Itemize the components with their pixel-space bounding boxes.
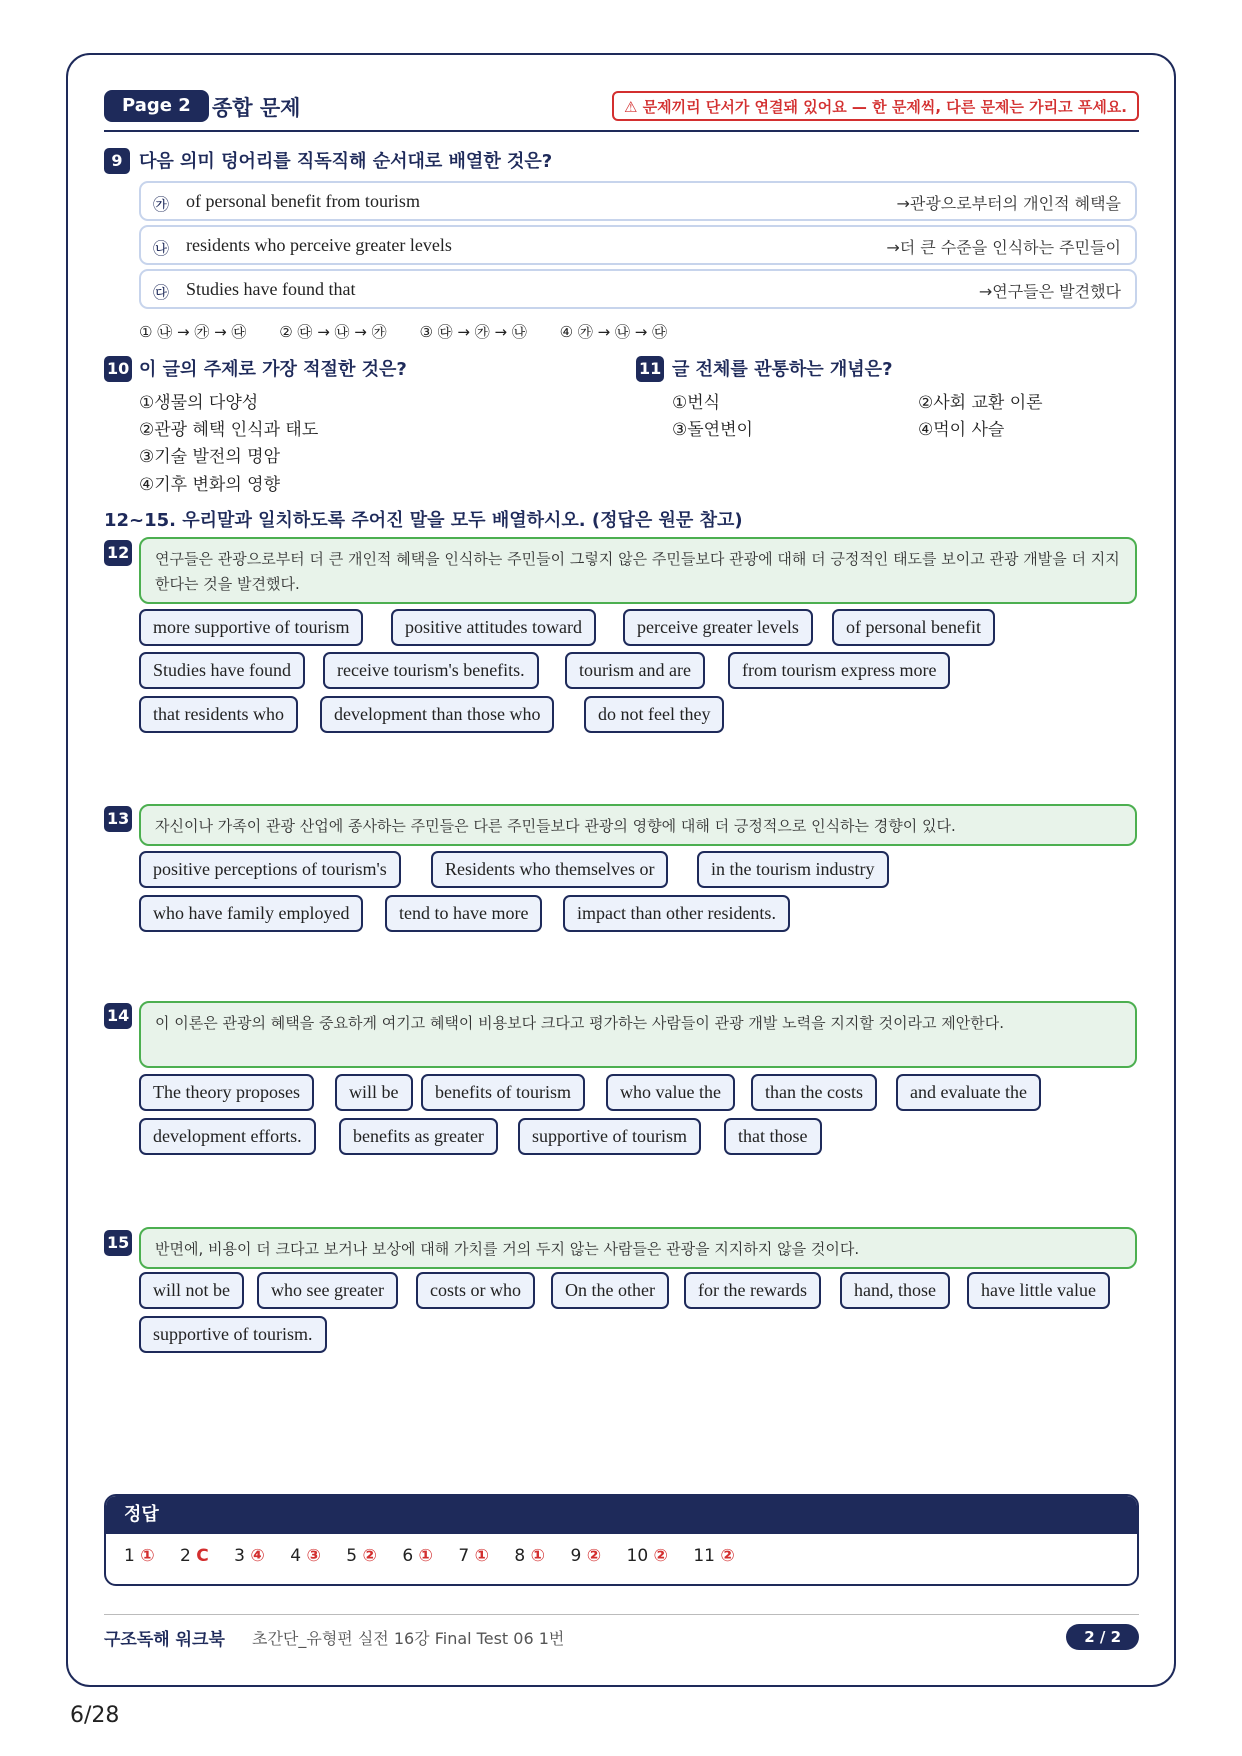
word-tile[interactable]: On the other	[551, 1272, 669, 1309]
chunk-english: Studies have found that	[186, 279, 356, 299]
word-tile[interactable]: for the rewards	[684, 1272, 821, 1309]
answer-item: 11 ②	[693, 1546, 735, 1566]
option-2[interactable]: ②관광 혜택 인식과 태도	[139, 420, 319, 440]
word-tile[interactable]: supportive of tourism	[518, 1118, 701, 1155]
chunk-row	[139, 181, 1137, 221]
word-tile[interactable]: perceive greater levels	[623, 609, 813, 646]
option-3[interactable]: ③기술 발전의 명암	[139, 447, 281, 467]
chunk-korean: →더 큰 수준을 인식하는 주민들이	[886, 238, 1121, 257]
word-tile[interactable]: will be	[335, 1074, 413, 1111]
word-tile[interactable]: positive perceptions of tourism's	[139, 851, 401, 888]
chunk-marker: ㉰	[153, 283, 170, 302]
option-4[interactable]: ④ ㉮ → ㉯ → ㉰	[559, 323, 668, 341]
question-number-15: 15	[104, 1230, 132, 1256]
word-tile[interactable]: have little value	[967, 1272, 1110, 1309]
page-header	[104, 90, 1139, 132]
chunk-korean: →연구들은 발견했다	[978, 282, 1121, 301]
section-title: 12~15. 우리말과 일치하도록 주어진 말을 모두 배열하시오. (정답은 원문 참고)	[104, 510, 743, 531]
word-tile[interactable]: Residents who themselves or	[431, 851, 668, 888]
option-3[interactable]: ③돌연변이	[672, 420, 753, 440]
answer-item: 6 ①	[402, 1546, 433, 1566]
word-tile[interactable]: in the tourism industry	[697, 851, 889, 888]
question-number-12: 12	[104, 540, 132, 566]
question-title-11: 글 전체를 관통하는 개념은?	[672, 359, 893, 380]
footer-page-number: 2 / 2	[1066, 1624, 1139, 1650]
word-tile[interactable]: impact than other residents.	[563, 895, 790, 932]
page-badge: Page 2	[104, 90, 209, 122]
chunk-english: of personal benefit from tourism	[186, 191, 420, 211]
question-number-11: 11	[636, 356, 664, 382]
word-tile[interactable]: hand, those	[840, 1272, 950, 1309]
chunk-row	[139, 225, 1137, 265]
answer-item: 9 ②	[570, 1546, 602, 1566]
page-title: 종합 문제	[212, 96, 301, 120]
word-tile[interactable]: more supportive of tourism	[139, 609, 363, 646]
word-tile[interactable]: development efforts.	[139, 1118, 316, 1155]
question-title-9: 다음 의미 덩어리를 직독직해 순서대로 배열한 것은?	[139, 151, 553, 172]
word-tile[interactable]: supportive of tourism.	[139, 1316, 327, 1353]
word-tile[interactable]: positive attitudes toward	[391, 609, 596, 646]
answer-item: 4 ③	[290, 1546, 321, 1566]
word-tile[interactable]: and evaluate the	[896, 1074, 1041, 1111]
answer-item: 8 ①	[514, 1546, 546, 1566]
chunk-marker: ㉯	[153, 239, 170, 258]
korean-sentence: 반면에, 비용이 더 크다고 보거나 보상에 대해 가치를 거의 두지 않는 사람들은 관광을 지지하지 않을 것이다.	[139, 1227, 1137, 1269]
question-number-9: 9	[104, 148, 130, 174]
chunk-row	[139, 269, 1137, 309]
answer-item: 3 ④	[234, 1546, 265, 1566]
word-tile[interactable]: costs or who	[416, 1272, 535, 1309]
answer-item: 7 ①	[458, 1546, 489, 1566]
word-tile[interactable]: will not be	[139, 1272, 244, 1309]
korean-sentence: 연구들은 관광으로부터 더 큰 개인적 혜택을 인식하는 주민들이 그렇지 않은 주민들보다 관광에 대해 더 긍정적인 태도를 보이고 관광 개발을 더 지지한다는 것을 발견했다.	[139, 537, 1137, 604]
document-page-count: 6/28	[70, 1703, 120, 1728]
word-tile[interactable]: of personal benefit	[832, 609, 995, 646]
question-title-10: 이 글의 주제로 가장 적절한 것은?	[139, 359, 407, 380]
question-number-14: 14	[104, 1003, 132, 1029]
warning-banner: ⚠ 문제끼리 단서가 연결돼 있어요 — 한 문제씩, 다른 문제는 가리고 푸세요.	[612, 91, 1139, 121]
word-tile[interactable]: development than those who	[320, 696, 554, 733]
answer-key	[104, 1494, 1139, 1586]
word-tile[interactable]: that residents who	[139, 696, 298, 733]
answer-item: 2 C	[180, 1546, 209, 1566]
word-tile[interactable]: benefits of tourism	[421, 1074, 585, 1111]
word-tile[interactable]: who value the	[606, 1074, 735, 1111]
word-tile[interactable]: who see greater	[257, 1272, 398, 1309]
word-tile[interactable]: tourism and are	[565, 652, 705, 689]
word-tile[interactable]: benefits as greater	[339, 1118, 498, 1155]
option-4[interactable]: ④기후 변화의 영향	[139, 475, 281, 495]
word-tile[interactable]: do not feel they	[584, 696, 724, 733]
korean-sentence: 이 이론은 관광의 혜택을 중요하게 여기고 혜택이 비용보다 크다고 평가하는 사람들이 관광 개발 노력을 지지할 것이라고 제안한다.	[139, 1001, 1137, 1068]
option-1[interactable]: ① ㉯ → ㉮ → ㉰	[139, 323, 247, 341]
answer-item: 10 ②	[626, 1546, 668, 1566]
word-tile[interactable]: The theory proposes	[139, 1074, 314, 1111]
option-1[interactable]: ①번식	[672, 393, 721, 413]
option-2[interactable]: ②사회 교환 이론	[918, 393, 1043, 413]
answer-key-title: 정답	[106, 1496, 1137, 1534]
chunk-korean: →관광으로부터의 개인적 혜택을	[896, 194, 1121, 213]
answer-item: 5 ②	[346, 1546, 377, 1566]
footer-brand: 구조독해 워크북	[104, 1630, 225, 1650]
word-tile[interactable]: than the costs	[751, 1074, 877, 1111]
word-tile[interactable]: who have family employed	[139, 895, 363, 932]
option-4[interactable]: ④먹이 사슬	[918, 420, 1005, 440]
chunk-marker: ㉮	[153, 195, 170, 214]
word-tile[interactable]: from tourism express more	[728, 652, 950, 689]
question-number-13: 13	[104, 806, 132, 832]
answer-list	[106, 1534, 1137, 1566]
answer-item: 1 ①	[124, 1546, 155, 1566]
option-2[interactable]: ② ㉰ → ㉯ → ㉮	[279, 323, 387, 341]
option-3[interactable]: ③ ㉰ → ㉮ → ㉯	[419, 323, 527, 341]
page-footer	[104, 1614, 1139, 1655]
option-1[interactable]: ①생물의 다양성	[139, 393, 259, 413]
word-tile[interactable]: tend to have more	[385, 895, 542, 932]
word-tile[interactable]: receive tourism's benefits.	[323, 652, 539, 689]
korean-sentence: 자신이나 가족이 관광 산업에 종사하는 주민들은 다른 주민들보다 관광의 영향에 대해 더 긍정적으로 인식하는 경향이 있다.	[139, 804, 1137, 846]
word-tile[interactable]: Studies have found	[139, 652, 305, 689]
footer-subtitle: 초간단_유형편 실전 16강 Final Test 06 1번	[252, 1629, 565, 1648]
word-tile[interactable]: that those	[724, 1118, 822, 1155]
chunk-english: residents who perceive greater levels	[186, 235, 452, 255]
question-9-options	[139, 321, 695, 342]
question-number-10: 10	[104, 356, 132, 382]
